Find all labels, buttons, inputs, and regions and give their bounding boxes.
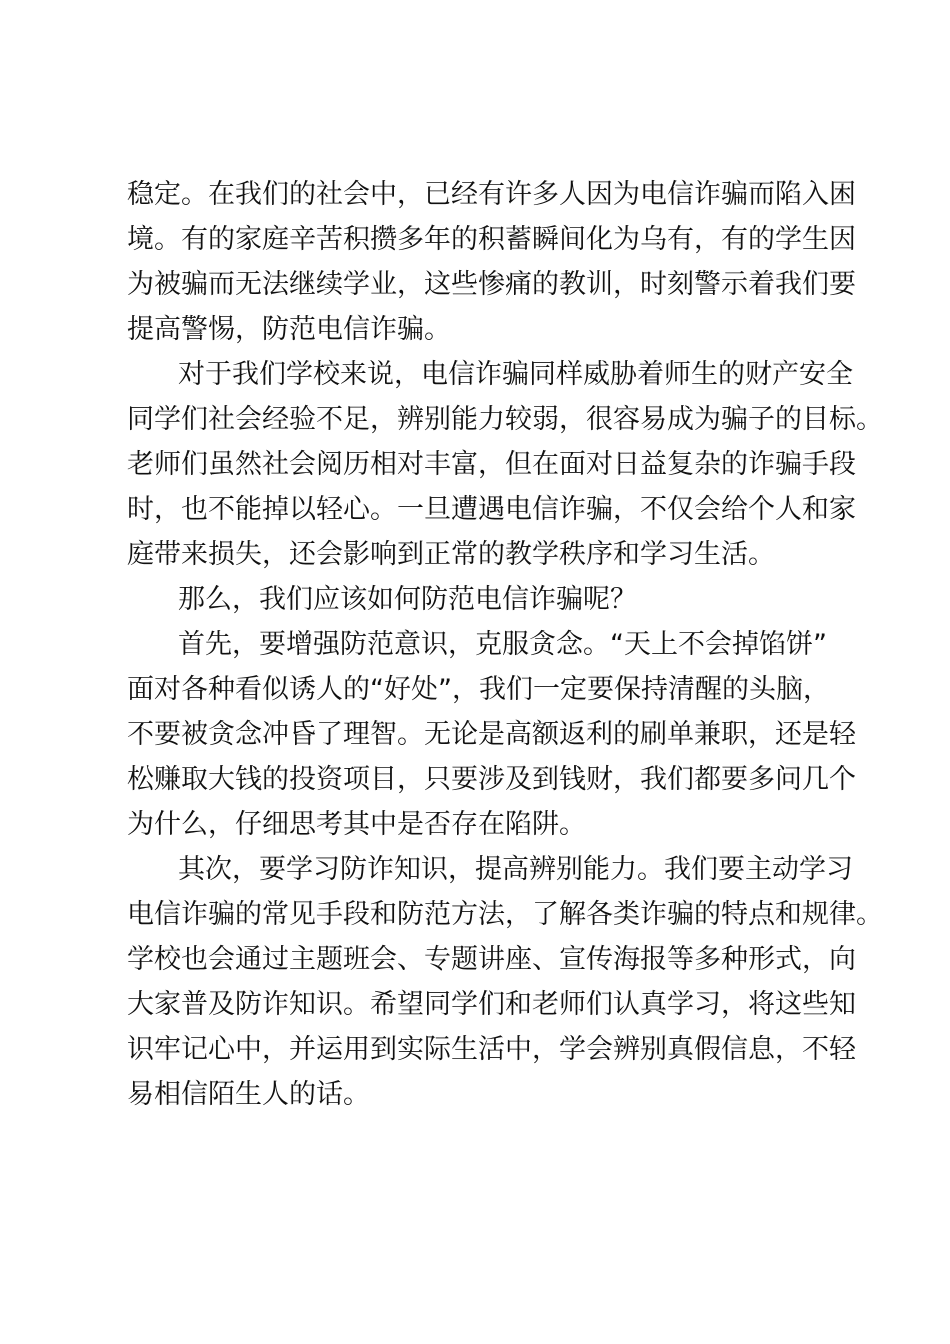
text-line: 境。有的家庭辛苦积攒多年的积蓄瞬间化为乌有，有的学生因	[127, 224, 856, 255]
text-line: 松赚取大钱的投资项目，只要涉及到钱财，我们都要多问几个	[127, 764, 856, 795]
text-line: 不要被贪念冲昏了理智。无论是高额返利的刷单兼职，还是轻	[127, 719, 856, 750]
text-line: 同学们社会经验不足，辨别能力较弱，很容易成为骗子的目标。	[127, 404, 883, 435]
text-line: 识牢记心中，并运用到实际生活中，学会辨别真假信息，不轻	[127, 1034, 856, 1065]
text-line: 易相信陌生人的话。	[127, 1079, 370, 1110]
text-line: 老师们虽然社会阅历相对丰富，但在面对日益复杂的诈骗手段	[127, 449, 856, 480]
text-line: 学校也会通过主题班会、专题讲座、宣传海报等多种形式，向	[127, 944, 856, 975]
text-line: 面对各种看似诱人的“好处”，我们一定要保持清醒的头脑，	[127, 674, 830, 705]
text-line: 庭带来损失，还会影响到正常的教学秩序和学习生活。	[127, 539, 775, 570]
text-line: 其次，要学习防诈知识，提高辨别能力。我们要主动学习	[178, 854, 853, 885]
text-line: 对于我们学校来说，电信诈骗同样威胁着师生的财产安全	[178, 359, 853, 390]
text-line: 稳定。在我们的社会中，已经有许多人因为电信诈骗而陷入困	[127, 179, 856, 210]
text-line: 首先，要增强防范意识，克服贪念。“天上不会掉馅饼”	[178, 629, 827, 660]
text-line: 电信诈骗的常见手段和防范方法，了解各类诈骗的特点和规律。	[127, 899, 883, 930]
text-line: 大家普及防诈知识。希望同学们和老师们认真学习，将这些知	[127, 989, 856, 1020]
text-line: 为什么，仔细思考其中是否存在陷阱。	[127, 809, 586, 840]
text-line: 那么，我们应该如何防范电信诈骗呢？	[178, 584, 637, 615]
text-line: 为被骗而无法继续学业，这些惨痛的教训，时刻警示着我们要	[127, 269, 856, 300]
text-line: 提高警惕，防范电信诈骗。	[127, 314, 451, 345]
text-line: 时，也不能掉以轻心。一旦遭遇电信诈骗，不仅会给个人和家	[127, 494, 856, 525]
